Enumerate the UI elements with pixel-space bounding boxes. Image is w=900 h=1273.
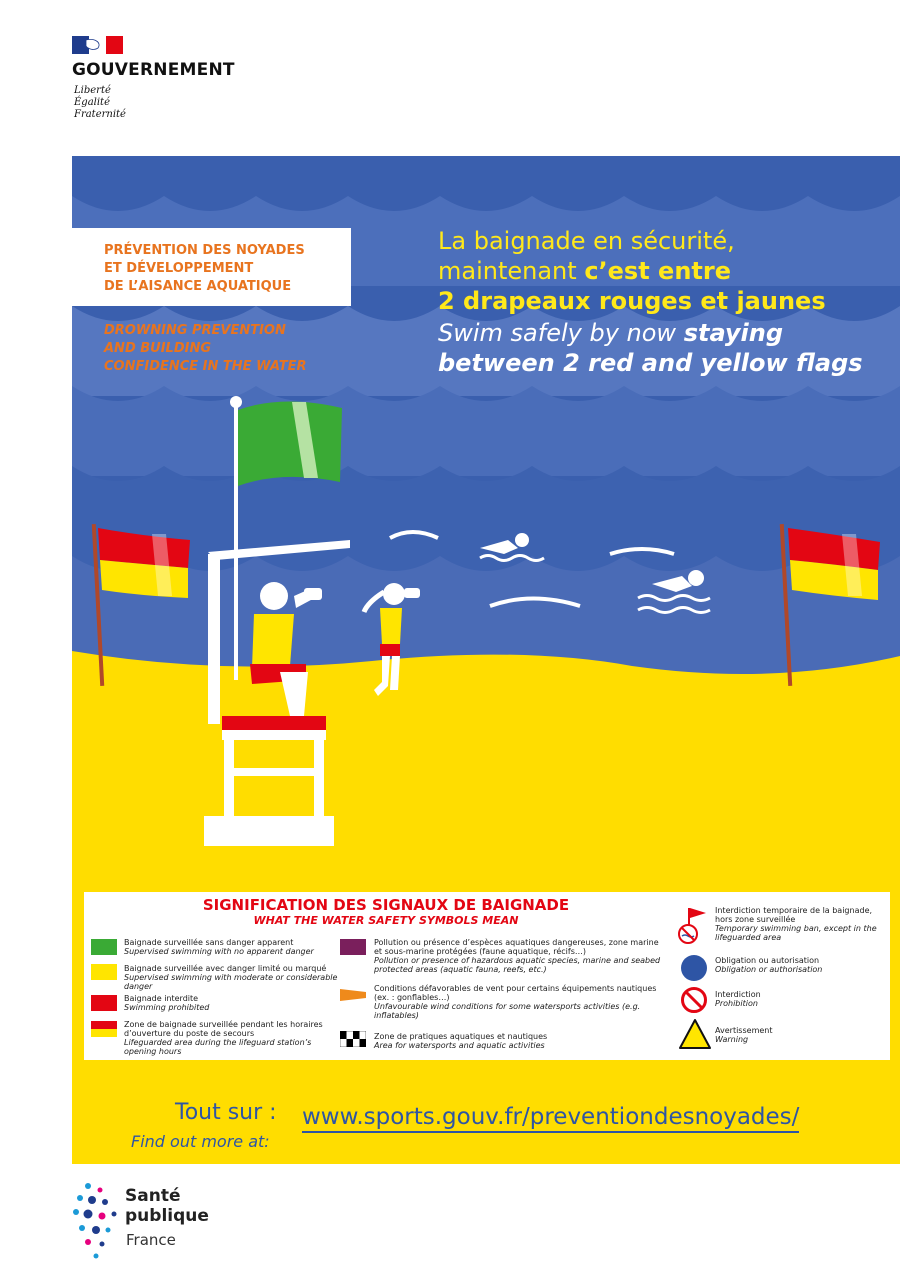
red-flag-no-swimming-icon <box>676 906 710 946</box>
headline-fr-line-2 <box>438 256 826 286</box>
marianne-flag-logo <box>72 36 123 54</box>
legend-item-temporary-ban <box>715 906 890 942</box>
legend-item-warning-en: Warning <box>715 1035 749 1044</box>
legend-item-green <box>124 938 344 956</box>
prevention-fr-line-2: ET DÉVELOPPEMENT <box>104 261 254 276</box>
motto-fraternite: Fraternité <box>74 109 126 120</box>
poster <box>72 156 900 1164</box>
blue-circle-icon <box>680 954 708 982</box>
prevention-heading-fr <box>104 242 305 296</box>
legend-item-purple <box>374 938 664 974</box>
prohibition-icon <box>680 986 708 1014</box>
safety-symbols-legend <box>84 892 890 1060</box>
headline-en-line-2 <box>438 348 863 378</box>
legend-item-yellow <box>124 964 344 991</box>
legend-item-checkered <box>374 1032 664 1050</box>
legend-item-orange-en: Unfavourable wind conditions for some watersports activities (e.g. inflatables) <box>374 1002 641 1020</box>
legend-item-prohibition <box>715 990 890 1008</box>
legend-item-red-en: Swimming prohibited <box>124 1003 210 1012</box>
legend-item-checkered-fr: Zone de pratiques aquatiques et nautiques <box>374 1032 548 1041</box>
prevention-en-line-3: CONFIDENCE IN THE WATER <box>104 359 307 374</box>
headline-en-line-1-plain: Swim safely by now <box>438 319 684 347</box>
yellow-flag-swatch <box>91 964 117 980</box>
headline-fr-line-1: La baignade en sécurité, <box>438 227 735 255</box>
partner-name-line-2: publique <box>125 1206 209 1226</box>
checkered-flag-icon <box>340 1031 366 1047</box>
headline-en-line-1 <box>438 318 863 348</box>
legend-item-temporary-ban-fr: Interdiction temporaire de la baignade, hors zone surveillée <box>715 906 873 924</box>
prevention-heading-en <box>104 322 307 376</box>
find-out-more-label: Find out more at: <box>131 1132 270 1151</box>
headline-en-line-2-bold: between 2 red and yellow flags <box>438 349 863 377</box>
legend-item-temporary-ban-en: Temporary swimming ban, except in the lifeguarded area <box>715 924 877 942</box>
legend-item-red-yellow-en: Lifeguarded area during the lifeguard station’s opening hours <box>124 1038 312 1056</box>
headline-fr-line-3-bold: 2 drapeaux rouges et jaunes <box>438 287 826 315</box>
orange-windsock-icon <box>340 987 366 1003</box>
legend-item-prohibition-en: Prohibition <box>715 999 758 1008</box>
legend-item-red <box>124 994 344 1012</box>
prevention-en-line-1: DROWNING PREVENTION <box>104 323 286 338</box>
partner-name-line-1: Santé <box>125 1186 181 1206</box>
legend-item-green-fr: Baignade surveillée sans danger apparent <box>124 938 294 947</box>
legend-item-orange <box>374 984 664 1020</box>
headline-fr-line-2-bold: c’est entre <box>584 257 731 285</box>
legend-item-warning <box>715 1026 890 1044</box>
purple-flag-swatch <box>340 939 366 955</box>
partner-country: France <box>126 1231 176 1249</box>
legend-item-obligation-fr: Obligation ou autorisation <box>715 956 820 965</box>
headline-fr-line-2-plain: maintenant <box>438 257 585 285</box>
legend-item-green-en: Supervised swimming with no apparent danger <box>124 947 314 956</box>
legend-item-warning-fr: Avertissement <box>715 1026 773 1035</box>
legend-item-red-yellow <box>124 1020 324 1056</box>
legend-item-yellow-en: Supervised swimming with moderate or considerable danger <box>124 973 338 991</box>
prevention-fr-line-1: PRÉVENTION DES NOYADES <box>104 243 305 258</box>
prevention-en-line-2: AND BUILDING <box>104 341 212 356</box>
headline-fr-line-3 <box>438 286 826 316</box>
prevention-website-link[interactable]: www.sports.gouv.fr/preventiondesnoyades/ <box>302 1104 799 1133</box>
motto-liberte: Liberté <box>74 85 111 96</box>
partner-name <box>125 1186 209 1226</box>
sea-wave-band-3 <box>72 466 900 576</box>
red-flag-swatch <box>91 995 117 1011</box>
government-name: GOUVERNEMENT <box>72 60 235 80</box>
legend-item-purple-en: Pollution or presence of hazardous aquatic species, marine and seabed protected areas (aquatic fauna, reefs, etc.) <box>374 956 661 974</box>
sante-publique-france-logo <box>72 1180 122 1260</box>
headline-fr <box>438 226 826 316</box>
prevention-fr-line-3: DE L’AISANCE AQUATIQUE <box>104 279 292 294</box>
headline-en <box>438 318 863 378</box>
legend-item-red-yellow-fr: Zone de baignade surveillée pendant les horaires d’ouverture du poste de secours <box>124 1020 323 1038</box>
motto-egalite: Égalité <box>74 97 110 108</box>
headline-en-line-1-bold: staying <box>683 319 784 347</box>
government-motto <box>74 85 126 121</box>
tout-sur-label: Tout sur : <box>175 1100 277 1125</box>
legend-item-obligation <box>715 956 890 974</box>
legend-item-purple-fr: Pollution ou présence d’espèces aquatiques dangereuses, zone marine et sous-marine protégées (faune aquatique, récifs…) <box>374 938 659 956</box>
red-yellow-flag-swatch <box>91 1021 117 1037</box>
legend-subtitle: WHAT THE WATER SAFETY SYMBOLS MEAN <box>253 914 519 927</box>
warning-triangle-icon <box>678 1018 712 1050</box>
green-flag-swatch <box>91 939 117 955</box>
legend-item-obligation-en: Obligation or authorisation <box>715 965 823 974</box>
legend-item-checkered-en: Area for watersports and aquatic activities <box>374 1041 545 1050</box>
legend-title: SIGNIFICATION DES SIGNAUX DE BAIGNADE <box>202 896 570 914</box>
legend-item-red-fr: Baignade interdite <box>124 994 199 1003</box>
legend-item-orange-fr: Conditions défavorables de vent pour certains équipements nautiques (ex. : gonflables…) <box>374 984 657 1002</box>
legend-item-yellow-fr: Baignade surveillée avec danger limité ou marqué <box>124 964 327 973</box>
legend-item-prohibition-fr: Interdiction <box>715 990 761 999</box>
